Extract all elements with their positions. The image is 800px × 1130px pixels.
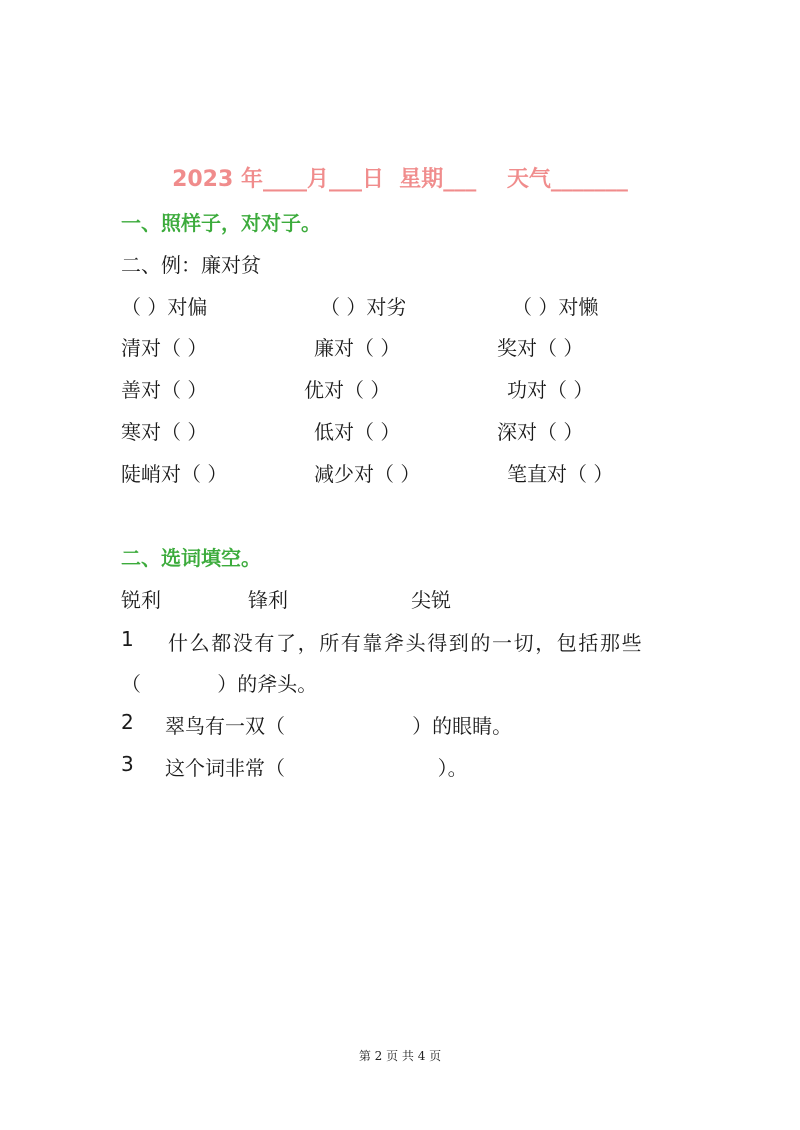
pair-item: （ ）对劣 — [320, 295, 407, 319]
word-option: 锐利 — [121, 588, 161, 612]
pair-item: 奖对（ ） — [497, 336, 584, 360]
pair-item: 深对（ ） — [497, 420, 584, 444]
pair-item: 功对（ ） — [507, 378, 594, 402]
pair-item: 寒对（ ） — [121, 420, 208, 444]
pair-item: 减少对（ ） — [314, 462, 421, 486]
section-1-title: 一、照样子，对对子。 — [121, 211, 321, 235]
pair-item: 清对（ ） — [121, 336, 208, 360]
pair-item: 善对（ ） — [121, 378, 208, 402]
pair-item: 优对（ ） — [304, 378, 391, 402]
section-2-title: 二、选词填空。 — [121, 546, 261, 570]
question-1-continuation: （ ）的斧头。 — [121, 672, 318, 696]
example-line: 二、例：廉对贫 — [121, 253, 261, 277]
question-3-text: 这个词非常（ ）。 — [165, 756, 468, 780]
pair-item: 笔直对（ ） — [507, 462, 614, 486]
date-header: 2023 年____月___日 星期___ 天气_______ — [172, 167, 628, 192]
question-2-text: 翠鸟有一双（ ）的眼睛。 — [165, 714, 513, 738]
question-1-number: 1 — [121, 627, 134, 651]
page-number-footer: 第 2 页 共 4 页 — [358, 1049, 442, 1063]
pair-item: 低对（ ） — [314, 420, 401, 444]
pair-item: （ ）对懒 — [512, 295, 599, 319]
word-option: 尖锐 — [411, 588, 451, 612]
question-2-number: 2 — [121, 710, 134, 734]
word-option: 锋利 — [248, 588, 288, 612]
question-3-number: 3 — [121, 752, 134, 776]
pair-item: 陡峭对（ ） — [121, 462, 228, 486]
pair-item: （ ）对偏 — [121, 295, 208, 319]
pair-item: 廉对（ ） — [314, 336, 401, 360]
question-1-text: 什么都没有了，所有靠斧头得到的一切，包括那些 — [168, 631, 644, 655]
